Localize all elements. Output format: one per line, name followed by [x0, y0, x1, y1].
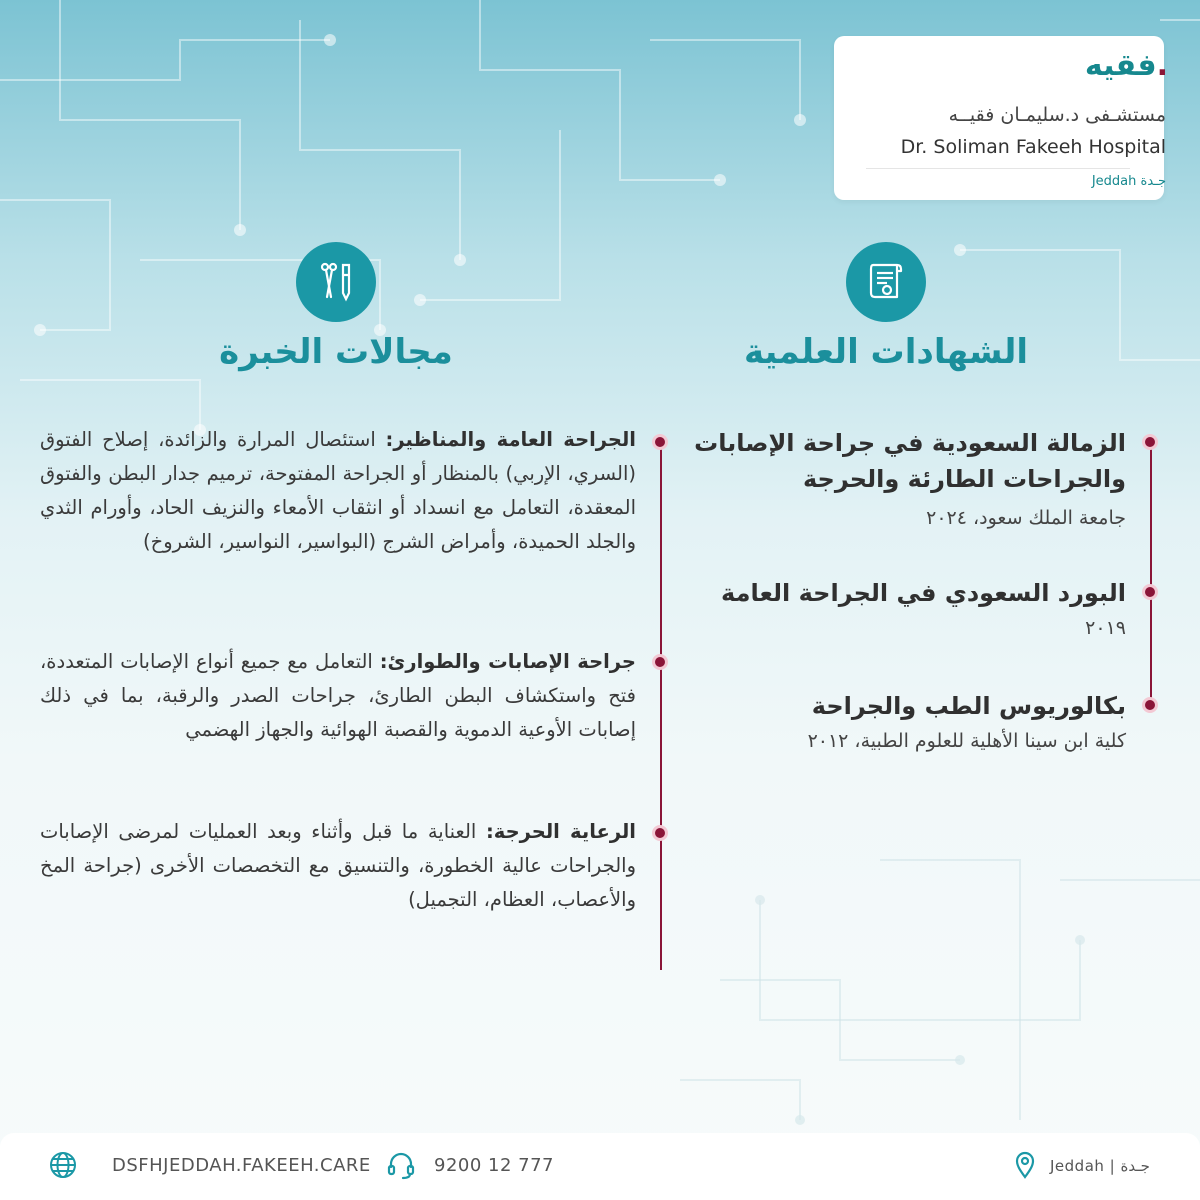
brand-name: فقيه: [1084, 48, 1157, 83]
expertise-heading: الجراحة العامة والمناظير:: [385, 428, 636, 451]
expertise-heading: الرعاية الحرجة:: [485, 820, 636, 843]
certificate-scroll-icon: [846, 242, 926, 322]
globe-icon: [48, 1150, 78, 1180]
surgical-tools-icon: [296, 242, 376, 322]
certificates-timeline: [1150, 440, 1152, 706]
certificate-item: [690, 425, 1126, 533]
certificate-detail: كلية ابن سينا الأهلية للعلوم الطبية، ٢٠١٢: [807, 730, 1126, 752]
certificate-title: بكالوريوس الطب والجراحة: [811, 692, 1126, 720]
timeline-node: [652, 825, 668, 841]
expertise-text: العناية ما قبل وأثناء وبعد العمليات لمرضى الإصابات والجراحات عالية الخطورة، والتنسيق مع التخصصات الأخرى (جراحة المخ والأعصاب، العظام، التجميل): [40, 820, 636, 911]
headset-icon: [386, 1150, 416, 1180]
phone-link[interactable]: 9200 12 777: [434, 1155, 555, 1176]
timeline-node: [1142, 697, 1158, 713]
card-divider: [866, 168, 1130, 169]
expertise-text: استئصال المرارة والزائدة، إصلاح الفتوق (السري، الإربي) بالمنظار أو الجراحة المفتوحة، ترميم جدار البطن والفتوق المعقدة، التعامل مع انسداد أو انثقاب الأمعاء والنزيف الحاد، وأورام الثدي والجلد الحميدة، وأمراض الشرج (البواسير، النواسير، الشروخ): [40, 428, 636, 553]
timeline-node: [652, 434, 668, 450]
timeline-node: [1142, 434, 1158, 450]
expertise-text: التعامل مع جميع أنواع الإصابات المتعددة، فتح واستكشاف البطن الطارئ، جراحات الصدر والرقبة، بما في ذلك إصابات الأوعية الدموية والقصبة الهوائية والجهاز الهضمي: [40, 650, 636, 741]
expertise-item: [40, 645, 636, 747]
expertise-item: [40, 423, 636, 559]
certificate-item: [690, 575, 1126, 643]
location-text: Jeddah | جـدة: [1050, 1157, 1150, 1175]
expertise-item: [40, 815, 636, 917]
certificate-detail: ٢٠١٩: [1085, 617, 1126, 639]
hospital-city: Jeddah جـدة: [1091, 174, 1166, 189]
expertise-title: مجالات الخبرة: [219, 332, 453, 372]
certificate-title: البورد السعودي في الجراحة العامة: [721, 579, 1126, 607]
contact-footer: [0, 1133, 1200, 1200]
expertise-heading: جراحة الإصابات والطوارئ:: [379, 650, 636, 673]
certificates-title: الشهادات العلمية: [743, 332, 1029, 372]
website-link[interactable]: DSFHJEDDAH.FAKEEH.CARE: [112, 1155, 371, 1176]
timeline-node: [1142, 584, 1158, 600]
brand-dot: .: [1156, 48, 1168, 83]
brand-logo: [1085, 48, 1168, 83]
certificate-detail: جامعة الملك سعود، ٢٠٢٤: [926, 507, 1126, 529]
certificate-item: [690, 688, 1126, 756]
location-pin-icon: [1010, 1150, 1040, 1180]
timeline-node: [652, 654, 668, 670]
certificate-title: الزمالة السعودية في جراحة الإصابات والجراحات الطارئة والحرجة: [694, 429, 1126, 493]
hospital-name-arabic: مستشـفى د.سليمـان فقيــه: [948, 104, 1166, 126]
hospital-name-english: Dr. Soliman Fakeeh Hospital: [900, 136, 1166, 158]
expertise-timeline: [660, 440, 662, 970]
